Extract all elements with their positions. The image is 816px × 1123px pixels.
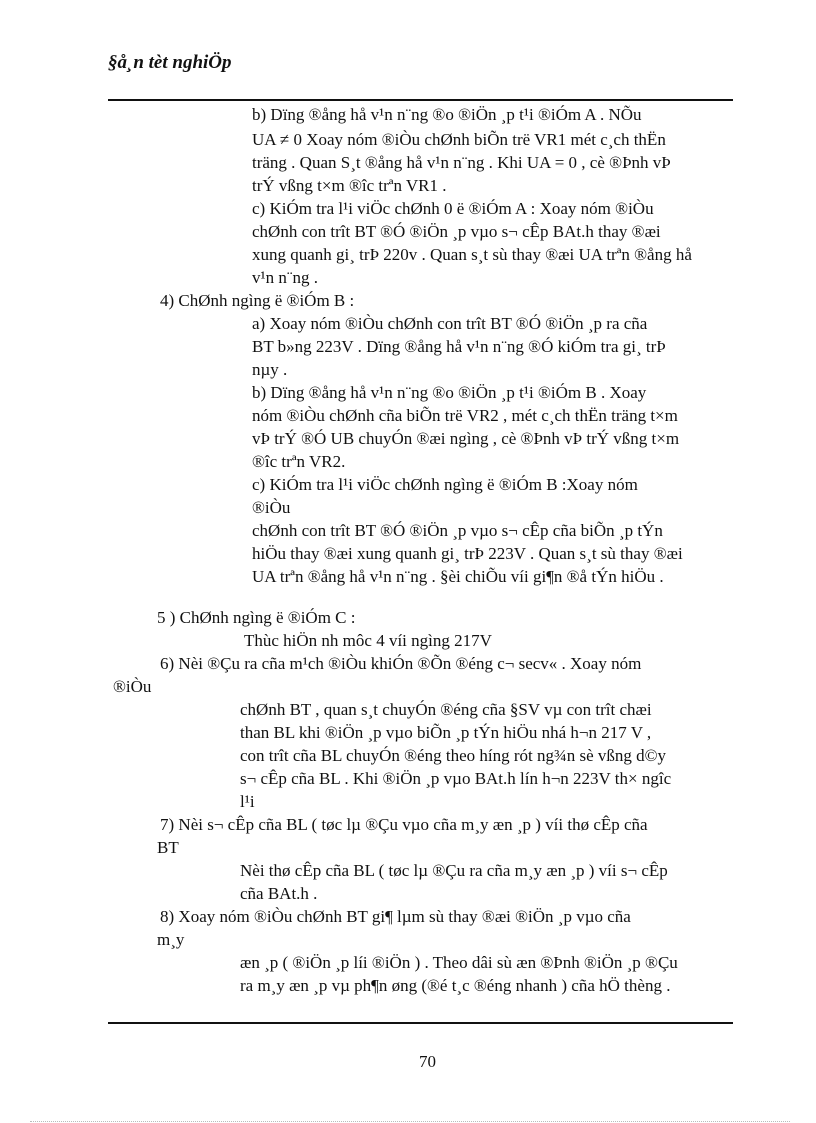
text-line: hiÖu thay ®æi xung quanh gi¸ trÞ 223V . Quan s¸t sù thay ®æi (252, 544, 683, 563)
text-line: träng . Quan S¸t ®ång hå v¹n n¨ng . Khi UA = 0 , cè ®Þnh vÞ (252, 153, 671, 172)
header-rule (108, 99, 733, 101)
text-line: trÝ vßng t×m ®îc trªn VR1 . (252, 176, 447, 195)
text-line: ®îc trªn VR2. (252, 452, 346, 471)
text-line: l¹i (240, 792, 255, 811)
text-line: s¬ cÊp cña BL . Khi ®iÖn ¸p vµo BAt.h lín h¬n 223V th× ngîc (240, 769, 672, 788)
text-line: BT (157, 838, 179, 857)
text-line: xung quanh gi¸ trÞ 220v . Quan s¸t sù thay ®æi UA trªn ®ång hå (252, 245, 692, 264)
text-line: nóm ®iÒu chØnh cña biÕn trë VR2 , mét c¸ch thËn träng t×m (252, 406, 678, 425)
text-line: a) Xoay nóm ®iÒu chØnh con trît BT ®Ó ®iÖn ¸p ra cña (252, 314, 648, 333)
text-line: chØnh con trît BT ®Ó ®iÖn ¸p vµo s¬ cÊp cña biÕn ¸p tÝn (252, 521, 663, 540)
text-line: con trît cña BL chuyÓn ®éng theo híng rót ng¾n sè vßng d©y (240, 746, 667, 765)
text-line: c) KiÓm tra l¹i viÖc chØnh ngìng ë ®iÓm B :Xoay nóm (252, 475, 638, 494)
text-line: BT b»ng 223V . Dïng ®ång hå v¹n n¨ng ®Ó kiÓm tra gi¸ trÞ (252, 337, 666, 356)
text-line: ®iÒu (252, 498, 291, 517)
text-line: chØnh BT , quan s¸t chuyÓn ®éng cña §SV vµ con trît chæi (240, 700, 652, 719)
text-line: 5 ) ChØnh ngìng ë ®iÓm C : (157, 608, 356, 627)
footer-rule (108, 1022, 733, 1024)
page-number: 70 (419, 1052, 436, 1071)
text-line: æn ¸p ( ®iÖn ¸p líi ®iÖn ) . Theo dâi sù æn ®Þnh ®iÖn ¸p ®Çu (240, 953, 678, 972)
text-line: UA ≠ 0 Xoay nóm ®iÒu chØnh biÕn trë VR1 mét c¸ch thËn (252, 130, 666, 149)
text-line: 4) ChØnh ngìng ë ®iÓm B : (160, 291, 355, 310)
text-line: Thùc hiÖn nh môc 4 víi ngìng 217V (244, 631, 492, 650)
text-line: b) Dïng ®ång hå v¹n n¨ng ®o ®iÖn ¸p t¹i ®iÓm A . NÕu (252, 105, 642, 124)
text-line: 7) Nèi s¬ cÊp cña BL ( tøc lµ ®Çu vµo cña m¸y æn ¸p ) víi thø cÊp cña (160, 815, 648, 834)
running-header: §å¸n tèt nghiÖp (108, 52, 232, 73)
text-line: Nèi thø cÊp cña BL ( tøc lµ ®Çu ra cña m¸y æn ¸p ) víi s¬ cÊp (240, 861, 668, 880)
text-line: UA trªn ®ång hå v¹n n¨ng . §èi chiÕu víi gi¶n ®å tÝn hiÖu . (252, 567, 664, 586)
text-line: vÞ trÝ ®Ó UB chuyÓn ®æi ngìng , cè ®Þnh vÞ trÝ vßng t×m (252, 429, 680, 448)
text-line: ®iÒu (113, 677, 152, 696)
text-line: nµy . (252, 360, 288, 379)
text-line: 6) Nèi ®Çu ra cña m¹ch ®iÒu khiÓn ®Õn ®éng c¬ secv« . Xoay nóm (160, 654, 642, 673)
text-line: ra m¸y æn ¸p vµ ph¶n øng (®é t¸c ®éng nhanh ) cña hÖ thèng . (240, 976, 671, 995)
text-line: m¸y (157, 930, 185, 949)
text-line: v¹n n¨ng . (252, 268, 319, 287)
text-line: b) Dïng ®ång hå v¹n n¨ng ®o ®iÖn ¸p t¹i ®iÓm B . Xoay (252, 383, 647, 402)
text-line: c) KiÓm tra l¹i viÖc chØnh 0 ë ®iÓm A : Xoay nóm ®iÒu (252, 199, 654, 218)
page-edge (30, 1121, 790, 1122)
text-line: than BL khi ®iÖn ¸p vµo biÕn ¸p tÝn hiÖu nhá h¬n 217 V , (240, 723, 652, 742)
text-line: chØnh con trît BT ®Ó ®iÖn ¸p vµo s¬ cÊp BAt.h thay ®æi (252, 222, 661, 241)
text-line: 8) Xoay nóm ®iÒu chØnh BT gi¶ lµm sù thay ®æi ®iÖn ¸p vµo cña (160, 907, 631, 926)
text-line: cña BAt.h . (240, 884, 318, 903)
